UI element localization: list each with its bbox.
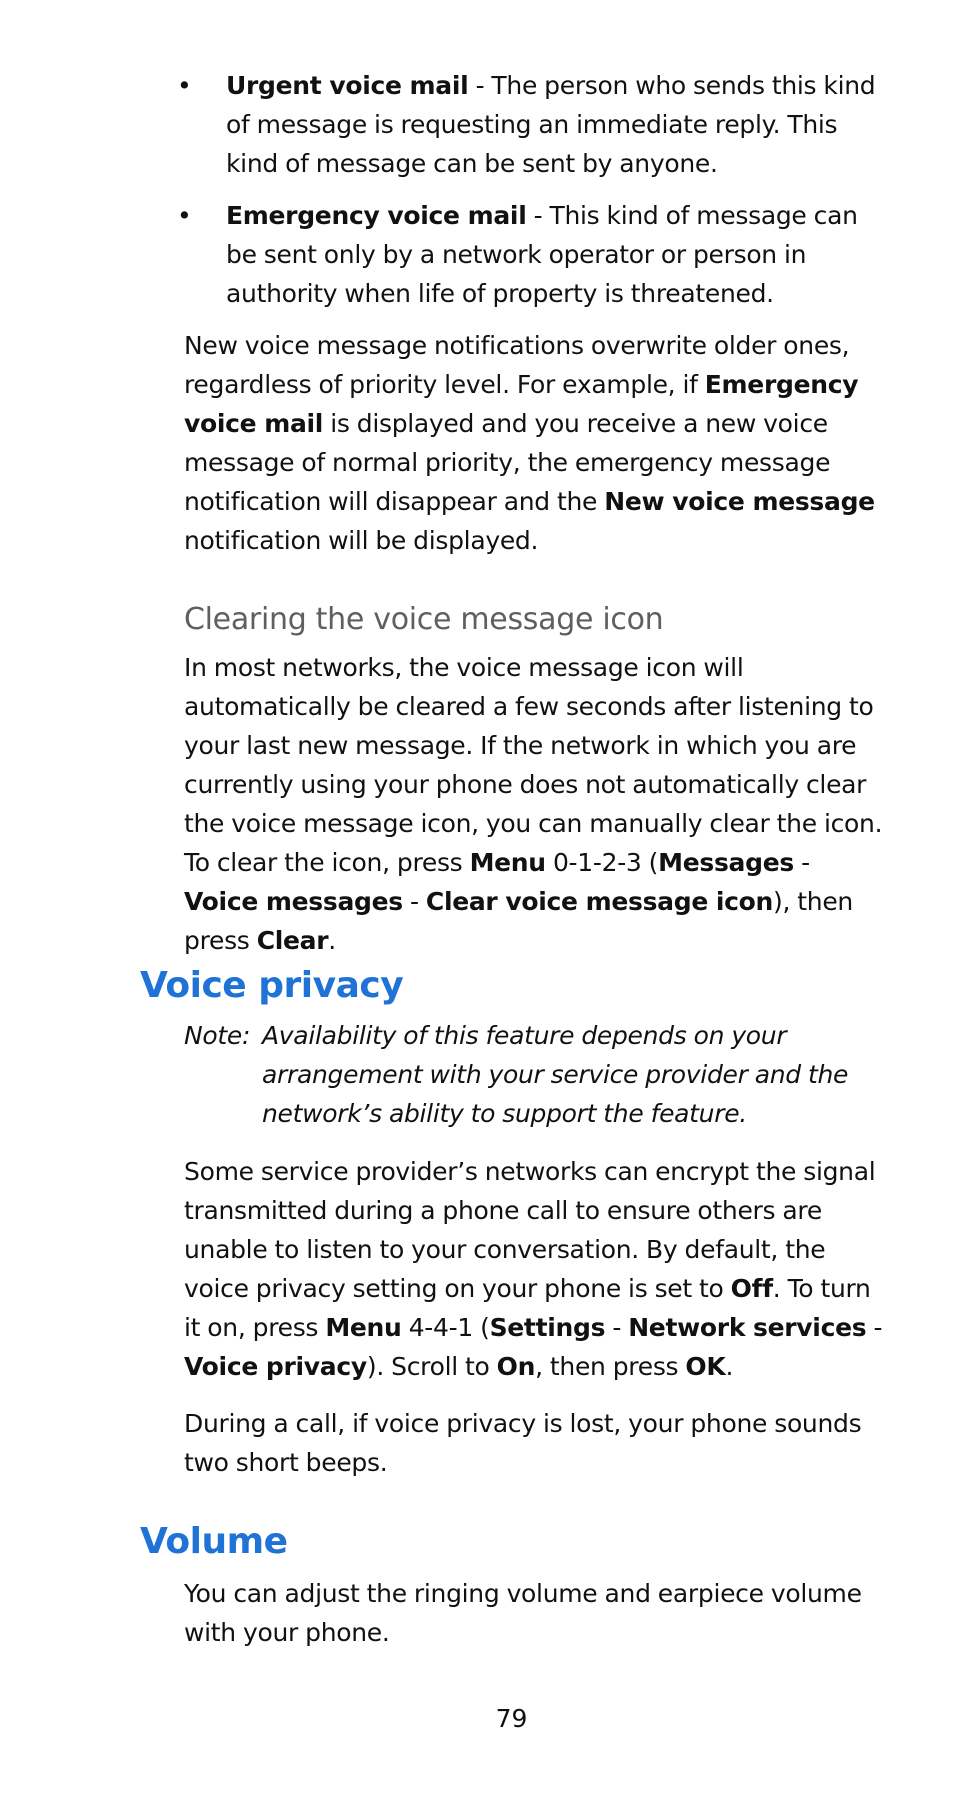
bold-term: Voice privacy: [184, 1352, 367, 1381]
page-number: 79: [495, 1704, 528, 1733]
note-label: Note:: [184, 1021, 251, 1050]
text-run: Some service provider’s networks can encrypt the signal transmitted during a phone call to ensure others are unable to listen to your conversation. By default, the voice privacy setting on your phone is set to: [184, 1157, 876, 1303]
text-run: . To turn it on, press: [184, 1274, 871, 1342]
bullet-text: [226, 66, 879, 183]
bold-term: Menu: [325, 1313, 402, 1342]
bold-term: New voice message: [604, 487, 875, 516]
bullet-description: - This kind of message can be sent only by a network operator or person in authority when life of property is threatened.: [226, 201, 858, 308]
text-run: In most networks, the voice message icon will automatically be cleared a few seconds after listening to your last new message. If the network in which you are currently using your phone does not automatically clear the voice message icon, you can manually clear the icon. To clear the icon, press: [184, 653, 883, 877]
section-heading-voice-privacy: Voice privacy: [140, 965, 404, 1006]
bold-term: Clear voice message icon: [425, 887, 774, 916]
text-run: -: [605, 1313, 629, 1342]
bullet-text: [226, 196, 879, 313]
bold-term: OK: [685, 1352, 726, 1381]
text-run: 0-1-2-3 (: [545, 848, 659, 877]
text-run: 4-4-1 (: [401, 1313, 490, 1342]
section-heading-volume: Volume: [140, 1521, 288, 1562]
note-text: Availability of this feature depends on your arrangement with your service provider and the network’s ability to support the feature.: [262, 1021, 849, 1128]
bold-term: On: [496, 1352, 536, 1381]
text-run: , then press: [535, 1352, 686, 1381]
bullet-term: Urgent voice mail: [226, 71, 469, 100]
subheading-clearing-icon: Clearing the voice message icon: [184, 602, 664, 637]
text-run: -: [402, 887, 426, 916]
text-run: -: [793, 848, 810, 877]
bold-term: Voice messages: [184, 887, 403, 916]
text-run: .: [328, 926, 336, 955]
text-run: ), then press: [184, 887, 853, 955]
text-run: .: [725, 1352, 734, 1381]
clearing-icon-paragraph: [184, 648, 884, 960]
notification-overwrite-paragraph: [184, 326, 884, 560]
voice-privacy-paragraph: [184, 1152, 884, 1386]
bullet-emergency-voice-mail: [177, 196, 879, 313]
bullet-dot: •: [177, 71, 192, 100]
volume-paragraph: You can adjust the ringing volume and earpiece volume with your phone.: [184, 1579, 862, 1647]
voice-privacy-lost-paragraph: During a call, if voice privacy is lost, your phone sounds two short beeps.: [184, 1409, 862, 1477]
note-block: [184, 1016, 884, 1133]
bold-term: Clear: [256, 926, 329, 955]
text-run: ). Scroll to: [366, 1352, 497, 1381]
text-run: New voice message notifications overwrite older ones, regardless of priority level. For example, if: [184, 331, 850, 399]
bold-term: Emergency voice mail: [184, 370, 859, 438]
bullet-description: - The person who sends this kind of message is requesting an immediate reply. This kind of message can be sent by anyone.: [226, 71, 876, 178]
bullet-dot: •: [177, 201, 192, 230]
bold-term: Settings: [489, 1313, 606, 1342]
bold-term: Messages: [658, 848, 794, 877]
bullet-urgent-voice-mail: [177, 66, 879, 183]
bullet-term: Emergency voice mail: [226, 201, 527, 230]
text-run: is displayed and you receive a new voice message of normal priority, the emergency message notification will disappear and the: [184, 409, 831, 516]
text-run: -: [866, 1313, 883, 1342]
bold-term: Off: [730, 1274, 773, 1303]
bold-term: Menu: [469, 848, 546, 877]
bold-term: Network services: [628, 1313, 867, 1342]
text-run: notification will be displayed.: [184, 526, 539, 555]
